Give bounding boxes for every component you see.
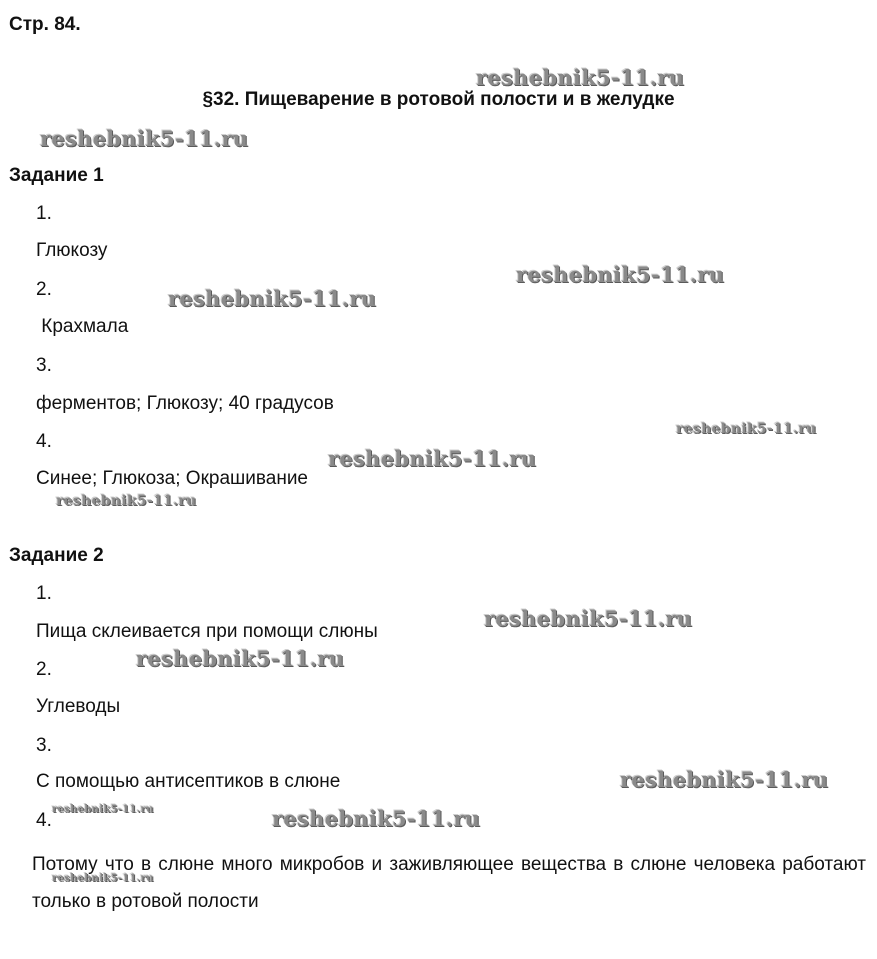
- watermark: reshebnik5-11.ru: [52, 804, 154, 815]
- task2-item2-answer: Углеводы: [36, 696, 121, 717]
- watermark: reshebnik5-11.ru: [136, 646, 345, 671]
- task1-item2-answer: Крахмала: [36, 316, 129, 337]
- watermark: reshebnik5-11.ru: [328, 446, 537, 471]
- watermark: reshebnik5-11.ru: [40, 126, 249, 151]
- task2-item4-number: 4.: [36, 810, 52, 831]
- task1-heading: Задание 1: [9, 165, 104, 186]
- page-label: Стр. 84.: [9, 14, 81, 35]
- task2-item2-number: 2.: [36, 659, 52, 680]
- task1-item4-number: 4.: [36, 431, 52, 452]
- task1-item4-answer: Синее; Глюкоза; Окрашивание: [36, 468, 308, 489]
- watermark: reshebnik5-11.ru: [516, 262, 725, 287]
- section-title: §32. Пищеварение в ротовой полости и в желудке: [202, 89, 675, 110]
- watermark: reshebnik5-11.ru: [484, 606, 693, 631]
- watermark: reshebnik5-11.ru: [676, 421, 817, 437]
- watermark: reshebnik5-11.ru: [56, 493, 197, 509]
- task2-item1-answer: Пища склеивается при помощи слюны: [36, 621, 378, 642]
- watermark: reshebnik5-11.ru: [272, 806, 481, 831]
- watermark: reshebnik5-11.ru: [620, 767, 829, 792]
- task1-item3-number: 3.: [36, 355, 52, 376]
- watermark: reshebnik5-11.ru: [476, 65, 685, 90]
- task2-item3-answer: С помощью антисептиков в слюне: [36, 771, 341, 792]
- task1-item1-answer: Глюкозу: [36, 240, 108, 261]
- task1-item1-number: 1.: [36, 203, 52, 224]
- task2-item4-answer: Потому что в слюне много микробов и заживляющее вещества в слюне человека работают только в ротовой полости: [32, 854, 866, 912]
- watermark: reshebnik5-11.ru: [168, 286, 377, 311]
- task1-item2-number: 2.: [36, 279, 52, 300]
- task2-heading: Задание 2: [9, 545, 104, 566]
- task2-item1-number: 1.: [36, 583, 52, 604]
- task1-item3-answer: ферментов; Глюкозу; 40 градусов: [36, 393, 334, 414]
- watermark: reshebnik5-11.ru: [52, 873, 154, 884]
- task2-item3-number: 3.: [36, 735, 52, 756]
